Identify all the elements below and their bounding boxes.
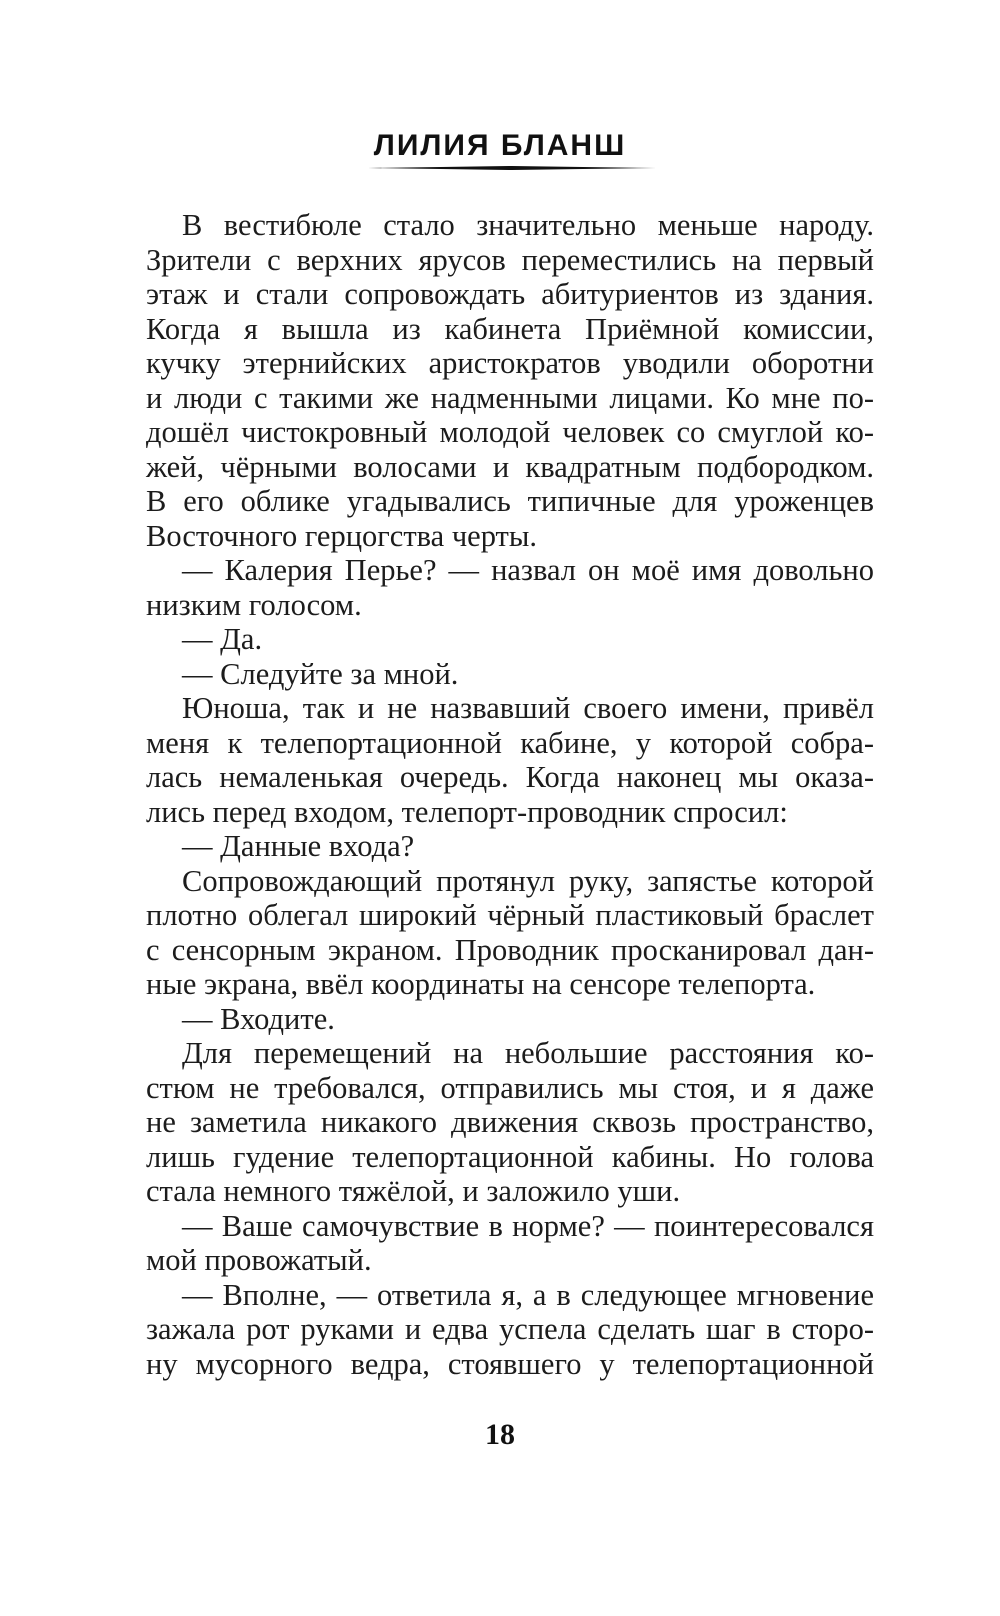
- header-rule: [368, 166, 656, 170]
- text-line: лись перед входом, телепорт-проводник спросил:: [146, 794, 788, 829]
- text-line: плотно облегал широкий чёрный пластиковый браслет: [146, 898, 874, 932]
- text-line: низким голосом.: [146, 587, 362, 622]
- author-name: ЛИЛИЯ БЛАНШ: [373, 129, 627, 162]
- text-line: и люди с такими же надменными лицами. Ко мне по-: [146, 380, 874, 415]
- text-line: Когда я вышла из кабинета Приёмной комиссии,: [146, 311, 874, 346]
- text-line: жей, чёрными волосами и квадратным подбородком.: [146, 449, 874, 484]
- text-line: В его облике угадывались типичные для уроженцев: [146, 484, 874, 518]
- page-number: 18: [485, 1418, 515, 1451]
- text-line: зажала рот руками и едва успела сделать шаг в сторо-: [146, 1312, 874, 1346]
- text-line: мой провожатый.: [146, 1243, 372, 1277]
- text-line: кучку этернийских аристократов уводили оборотни: [146, 346, 874, 380]
- text-line: стала немного тяжёлой, и заложило уши.: [146, 1174, 681, 1208]
- text-line: этаж и стали сопровождать абитуриентов из здания.: [146, 277, 874, 311]
- text-line: лишь гудение телепортационной кабины. Но голова: [146, 1139, 874, 1174]
- text-line: с сенсорным экраном. Проводник просканировал дан-: [146, 932, 874, 967]
- body-text: [146, 208, 874, 1381]
- text-line: Восточного герцогства черты.: [146, 518, 537, 553]
- header-rule-line: [368, 166, 656, 170]
- text-line: Юноша, так и не назвавший своего имени, привёл: [182, 691, 874, 725]
- text-line: — Калерия Перье? — назвал он моё имя довольно: [182, 553, 874, 587]
- text-line: лась немаленькая очередь. Когда наконец мы оказа-: [146, 760, 874, 794]
- text-line: ну мусорного ведра, стоявшего у телепортационной: [146, 1346, 874, 1381]
- text-line: Для перемещений на небольшие расстояния ко-: [182, 1036, 874, 1070]
- text-line: Сопровождающий протянул руку, запястье которой: [182, 863, 874, 898]
- text-line: стюм не требовался, отправились мы стоя, и я даже: [146, 1070, 874, 1105]
- text-line: — Вполне, — ответила я, а в следующее мгновение: [182, 1277, 874, 1312]
- running-header: [0, 128, 1000, 164]
- text-line: — Ваше самочувствие в норме? — поинтересовался: [182, 1208, 874, 1243]
- text-line: В вестибюле стало значительно меньше народу.: [182, 208, 874, 242]
- text-line: — Да.: [182, 622, 263, 656]
- text-line: ные экрана, ввёл координаты на сенсоре телепорта.: [146, 967, 816, 1001]
- text-line: не заметила никакого движения сквозь пространство,: [146, 1105, 874, 1139]
- text-line: — Входите.: [182, 1001, 335, 1036]
- text-line: дошёл чистокровный молодой человек со смуглой ко-: [146, 415, 874, 449]
- text-line: — Следуйте за мной.: [182, 656, 459, 691]
- text-line: Зрители с верхних ярусов переместились на первый: [146, 242, 874, 277]
- text-line: — Данные входа?: [182, 829, 415, 863]
- text-line: меня к телепортационной кабине, у которой собра-: [146, 725, 874, 760]
